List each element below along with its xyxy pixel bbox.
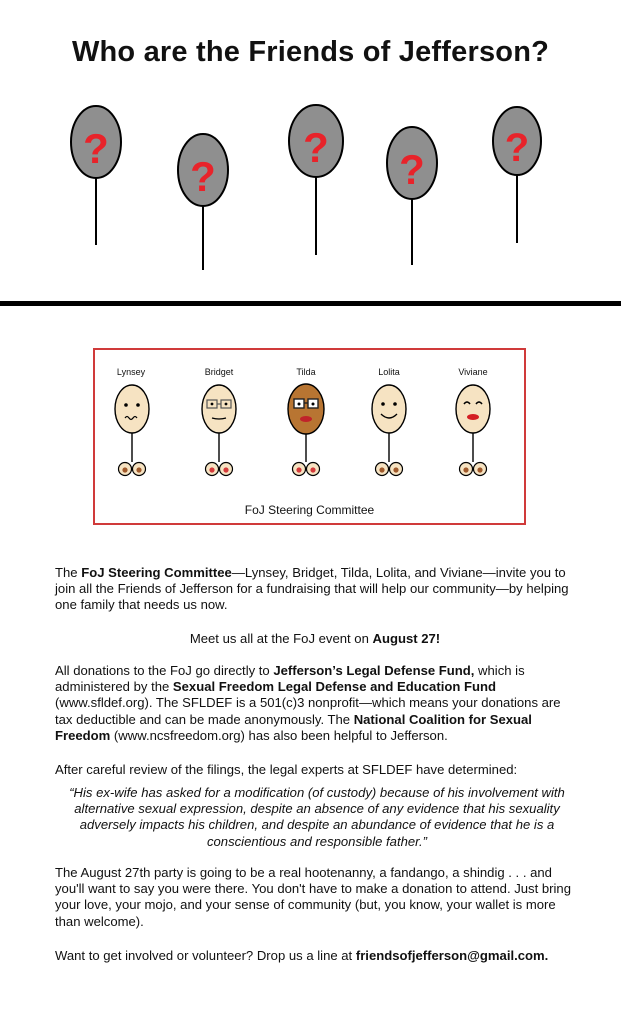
mystery-figures [0, 95, 621, 285]
volunteer-paragraph [55, 948, 575, 964]
steering-committee-panel [93, 348, 526, 525]
committee-figures [95, 380, 524, 495]
steering-committee-bold: FoJ Steering Committee [81, 565, 232, 580]
member-name-bridget: Bridget [204, 367, 234, 377]
mystery-figure [178, 134, 228, 270]
contact-email[interactable]: friendsofjefferson@gmail.com. [355, 948, 549, 963]
text-run: (www.sfldef.org). The SFLDEF is a 501(c)3 nonprofit—which means your donations are tax deductible and can be made anonymously. The [55, 695, 561, 727]
ncsf-name: National Coalition for Sexual Freedom [55, 711, 532, 743]
mystery-figure [387, 127, 437, 265]
text-run: (www.ncsfreedom.org) has also been helpful to Jefferson. [110, 727, 448, 743]
question-mark: ? [190, 153, 216, 200]
legal-quote: “His ex-wife has asked for a modification (of custody) because of his involvement with alternative sexual expression, despite an absence of any evidence that his sexuality adversely impacts his children, and despite an abundance of evidence that he is a conscientious and responsible father.” [69, 785, 565, 849]
member-name-lolita: Lolita [378, 367, 400, 377]
event-date-paragraph [55, 631, 575, 647]
figure-lynsey [115, 385, 149, 476]
member-name-lynsey: Lynsey [116, 367, 146, 377]
event-date: August 27! [372, 631, 441, 646]
legal-defense-fund: Jefferson’s Legal Defense Fund, [273, 663, 475, 678]
member-name-tilda: Tilda [296, 367, 316, 377]
text-run: Meet us all at the FoJ event on [189, 631, 373, 646]
page-title: Who are the Friends of Jefferson? [71, 36, 550, 68]
text-run: which is administered by the [55, 663, 525, 695]
figure-tilda [288, 384, 324, 476]
figure-viviane [456, 385, 490, 476]
question-mark: ? [399, 146, 425, 193]
committee-caption: FoJ Steering Committee [244, 503, 375, 517]
mystery-figure [493, 107, 541, 243]
donations-paragraph [55, 663, 575, 744]
section-divider [0, 301, 621, 306]
text-run: Want to get involved or volunteer? Drop us a line at [55, 948, 356, 963]
legal-review-paragraph: After careful review of the filings, the legal experts at SFLDEF have determined: [55, 762, 518, 777]
text-run: The [55, 565, 82, 580]
question-mark: ? [303, 124, 329, 171]
member-name-viviane: Viviane [458, 367, 488, 377]
sfldef-name: Sexual Freedom Legal Defense and Education Fund [172, 679, 496, 695]
party-paragraph: The August 27th party is going to be a real hootenanny, a fandango, a shindig . . . and you'll want to say you were there. You don't have to make a donation to attend. Just bring your love, your mojo, and your sense of community (but, you know, your wallet is more than welcome). [55, 865, 571, 929]
figure-lolita [372, 385, 406, 476]
text-run: —Lynsey, Bridget, Tilda, Lolita, and Viviane—invite you to join all the Friends of Jefferson for a fundraising that will help our community—by helping one family that needs us now. [55, 565, 569, 613]
mystery-figure [71, 106, 121, 245]
mystery-figure [289, 105, 343, 255]
question-mark: ? [504, 126, 530, 170]
invitation-paragraph [55, 565, 575, 614]
question-mark: ? [83, 125, 109, 172]
text-run: All donations to the FoJ go directly to [55, 663, 274, 678]
figure-bridget [202, 385, 236, 476]
